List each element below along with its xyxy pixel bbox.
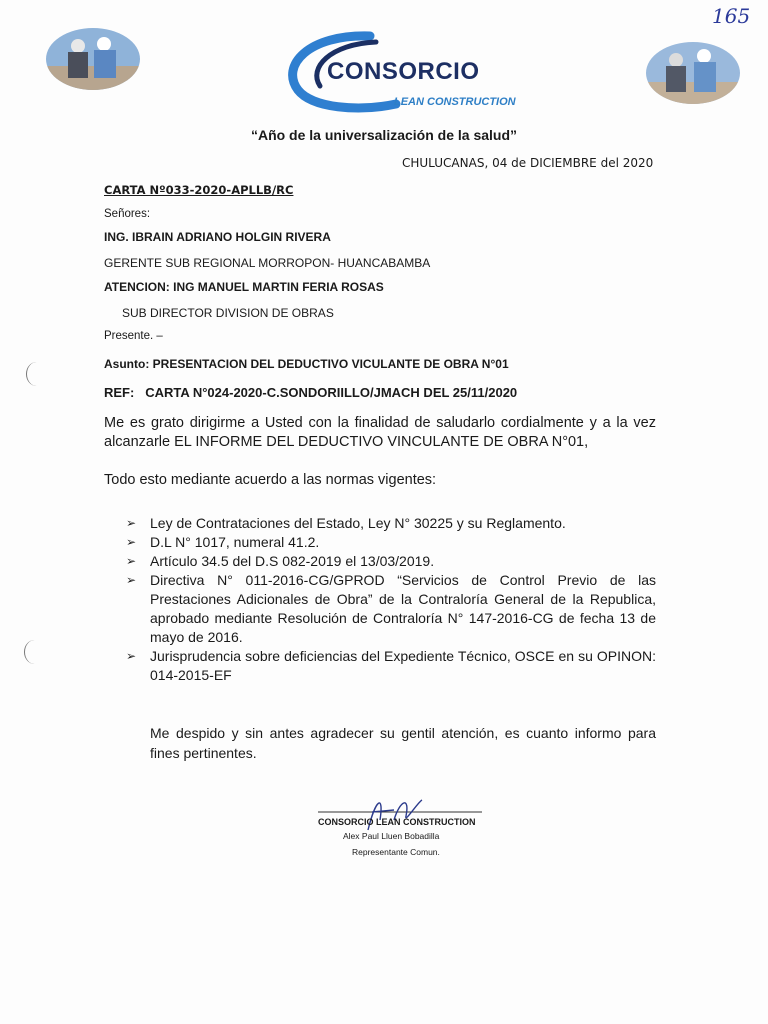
list-item [126, 571, 656, 647]
punch-hole-mark [24, 640, 45, 664]
salutation: Señores: [104, 208, 151, 220]
arrow-bullet-icon: ➢ [126, 535, 137, 549]
norm-text: Artículo 34.5 del D.S 082-2019 el 13/03/2019. [150, 553, 435, 569]
arrow-bullet-icon: ➢ [126, 649, 137, 663]
attention-line: ATENCION: ING MANUEL MARTIN FERIA ROSAS [104, 280, 384, 294]
paragraph-norms-intro: Todo esto mediante acuerdo a las normas vigentes: [104, 472, 437, 488]
reference-text: CARTA N°024-2020-C.SONDORIILLO/JMACH DEL 25/11/2020 [145, 385, 518, 400]
logo-wordmark: CONSORCIO [327, 58, 480, 85]
list-item [126, 533, 656, 552]
letter-date: CHULUCANAS, 04 de DICIEMBRE del 2020 [402, 156, 654, 170]
handwritten-signature [310, 790, 490, 870]
norms-list [126, 514, 656, 685]
list-item [126, 552, 656, 571]
letter-code: CARTA Nº033-2020-APLLB/RC [104, 183, 294, 197]
arrow-bullet-icon: ➢ [126, 573, 137, 587]
norm-text: D.L N° 1017, numeral 41.2. [150, 534, 320, 550]
reference-line [104, 385, 517, 400]
paragraph-intro: Me es grato dirigirme a Usted con la finalidad de saludarlo cordialmente y a la vez alcanzarle EL INFORME DEL DEDUCTIVO VINCULANTE DE OBRA N°01, [104, 415, 656, 450]
recipient-name: ING. IBRAIN ADRIANO HOLGIN RIVERA [104, 230, 331, 244]
norm-text: Directiva N° 011-2016-CG/GPROD “Servicios de Control Previo de las Prestaciones Adicionales de Obra” de la Contraloría General de la Republica, aprobado mediante Resolución de Contraloría N° 147-2016-CG de fecha 13 de mayo de 2016. [150, 572, 656, 645]
signature-name: Alex Paul Lluen Bobadilla [343, 831, 440, 841]
presente: Presente. – [104, 330, 163, 342]
attention-title: SUB DIRECTOR DIVISION DE OBRAS [122, 306, 334, 320]
header-photo-right [646, 42, 740, 104]
punch-hole-mark [26, 362, 47, 386]
subject-line [104, 357, 509, 371]
list-item [126, 514, 656, 533]
arrow-bullet-icon: ➢ [126, 516, 137, 530]
recipient-title: GERENTE SUB REGIONAL MORROPON- HUANCABAMBA [104, 256, 431, 270]
logo-subtitle: LEAN CONSTRUCTION [394, 96, 516, 108]
header-photo-left [46, 28, 140, 90]
closing-paragraph: Me despido y sin antes agradecer su gentil atención, es cuanto informo para fines pertinentes. [150, 725, 656, 761]
reference-label: REF: [104, 385, 135, 400]
subject-text: PRESENTACION DEL DEDUCTIVO VICULANTE DE OBRA N°01 [152, 357, 509, 371]
year-motto: “Año de la universalización de la salud” [250, 127, 518, 143]
subject-label: Asunto: [104, 357, 150, 371]
arrow-bullet-icon: ➢ [126, 554, 137, 568]
signature-role: Representante Comun. [352, 847, 440, 857]
norm-text: Jurisprudencia sobre deficiencias del Expediente Técnico, OSCE en su OPINON: 014-2015-EF [150, 648, 656, 683]
page-number: 165 [712, 4, 751, 28]
list-item [126, 647, 656, 685]
signature-company: CONSORCIO LEAN CONSTRUCTION [318, 817, 476, 827]
norm-text: Ley de Contrataciones del Estado, Ley N° 30225 y su Reglamento. [150, 515, 566, 531]
